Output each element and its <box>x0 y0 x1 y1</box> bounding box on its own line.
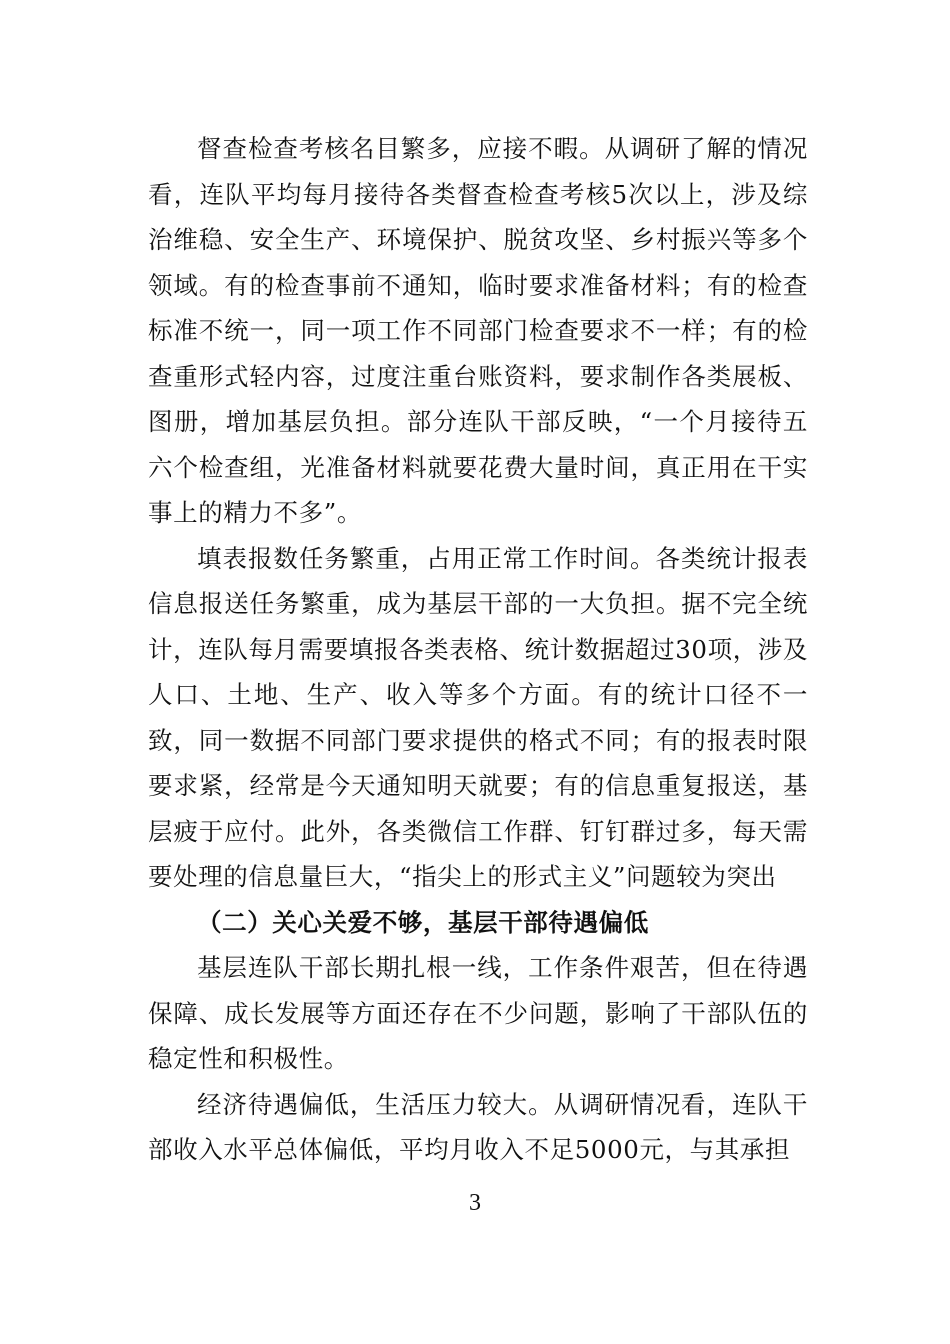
paragraph-inspection-burden: 督查检查考核名目繁多，应接不暇。从调研了解的情况看，连队平均每月接待各类督查检查考核5次以上，涉及综治维稳、安全生产、环境保护、脱贫攻坚、乡村振兴等多个领域。有的检查事前不通知，临时要求准备材料；有的检查标准不统一，同一项工作不同部门检查要求不一样；有的检查重形式轻内容，过度注重台账资料，要求制作各类展板、图册，增加基层负担。部分连队干部反映，“一个月接待五六个检查组，光准备材料就要花费大量时间，真正用在干实事上的精力不多”。 <box>148 134 808 527</box>
page-body <box>148 126 808 1173</box>
section-heading: （二）关心关爱不够，基层干部待遇偏低 <box>197 907 649 937</box>
paragraph-cadre-conditions: 基层连队干部长期扎根一线，工作条件艰苦，但在待遇保障、成长发展等方面还存在不少问题，影响了干部队伍的稳定性和积极性。 <box>148 953 808 1073</box>
page-number: 3 <box>469 1190 481 1216</box>
paragraph-economic-treatment: 经济待遇偏低，生活压力较大。从调研情况看，连队干部收入水平总体偏低，平均月收入不足5000元，与其承担 <box>148 1089 808 1164</box>
paragraph-reporting-burden: 填表报数任务繁重，占用正常工作时间。各类统计报表信息报送任务繁重，成为基层干部的一大负担。据不完全统计，连队每月需要填报各类表格、统计数据超过30项，涉及人口、土地、生产、收入等多个方面。有的统计口径不一致，同一数据不同部门要求提供的格式不同；有的报表时限要求紧，经常是今天通知明天就要；有的信息重复报送，基层疲于应付。此外，各类微信工作群、钉钉群过多，每天需要处理的信息量巨大，“指尖上的形式主义”问题较为突出 <box>148 543 808 891</box>
